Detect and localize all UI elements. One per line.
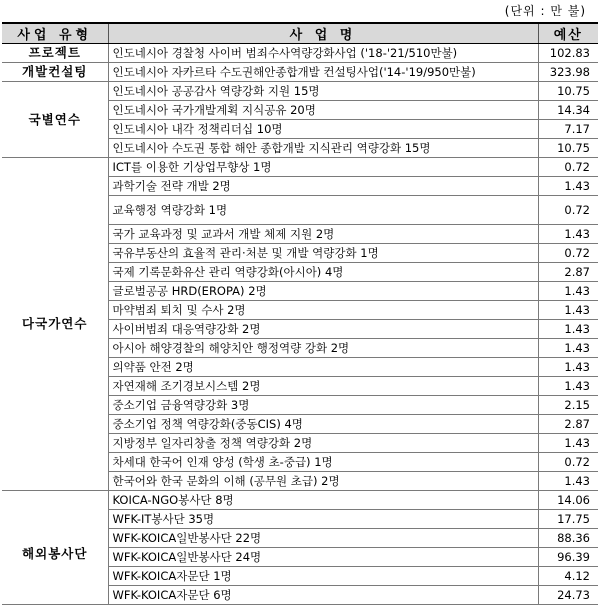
project-name-cell: 인도네시아 내각 정책리더십 10명 (108, 120, 538, 139)
table-row (2, 82, 598, 101)
budget-cell: 2.87 (538, 415, 598, 434)
table-row (2, 158, 598, 177)
budget-cell: 1.43 (538, 320, 598, 339)
budget-cell: 1.43 (538, 225, 598, 244)
project-name-cell: 중소기업 정책 역량강화(중동CIS) 4명 (108, 415, 538, 434)
budget-cell: 1.43 (538, 434, 598, 453)
project-type-cell: 다국가연수 (2, 158, 108, 491)
project-name-cell: 인도네시아 수도권 통합 해안 종합개발 지식관리 역량강화 15명 (108, 139, 538, 158)
budget-cell: 323.98 (538, 63, 598, 82)
project-name-cell: 의약품 안전 2명 (108, 358, 538, 377)
budget-cell: 2.15 (538, 396, 598, 415)
project-name-cell: WFK-KOICA자문단 1명 (108, 567, 538, 586)
budget-cell: 88.36 (538, 529, 598, 548)
table-row (2, 44, 598, 63)
budget-cell: 1.43 (538, 301, 598, 320)
budget-cell: 1.43 (538, 177, 598, 196)
project-name-cell: 국제 기록문화유산 관리 역량강화(아시아) 4명 (108, 263, 538, 282)
project-name-cell: 마약범죄 퇴치 및 수사 2명 (108, 301, 538, 320)
table-row (2, 63, 598, 82)
budget-table (2, 22, 598, 605)
project-name-cell: 지방정부 일자리창출 정책 역량강화 2명 (108, 434, 538, 453)
budget-cell: 24.73 (538, 586, 598, 605)
project-name-cell: 글로벌공공 HRD(EROPA) 2명 (108, 282, 538, 301)
project-name-cell: 교육행정 역량강화 1명 (108, 196, 538, 225)
budget-cell: 2.87 (538, 263, 598, 282)
project-name-cell: WFK-KOICA자문단 6명 (108, 586, 538, 605)
project-type-cell: 개발컨설팅 (2, 63, 108, 82)
budget-cell: 1.43 (538, 472, 598, 491)
project-name-cell: ICT를 이용한 기상업무향상 1명 (108, 158, 538, 177)
project-name-cell: 차세대 한국어 인재 양성 (학생 초-중급) 1명 (108, 453, 538, 472)
project-name-cell: 인도네시아 국가개발계획 지식공유 20명 (108, 101, 538, 120)
budget-cell: 0.72 (538, 453, 598, 472)
table-body (2, 44, 598, 605)
budget-cell: 0.72 (538, 244, 598, 263)
budget-cell: 14.06 (538, 491, 598, 510)
project-name-cell: 중소기업 금융역량강화 3명 (108, 396, 538, 415)
project-name-cell: 아시아 해양경찰의 해양치안 행정역량 강화 2명 (108, 339, 538, 358)
budget-cell: 96.39 (538, 548, 598, 567)
budget-cell: 4.12 (538, 567, 598, 586)
project-type-cell: 국별연수 (2, 82, 108, 158)
table-row (2, 491, 598, 510)
project-name-cell: WFK-KOICA일반봉사단 22명 (108, 529, 538, 548)
project-name-cell: WFK-KOICA일반봉사단 24명 (108, 548, 538, 567)
budget-cell: 102.83 (538, 44, 598, 63)
budget-cell: 7.17 (538, 120, 598, 139)
budget-cell: 14.34 (538, 101, 598, 120)
budget-cell: 1.43 (538, 377, 598, 396)
project-name-cell: WFK-IT봉사단 35명 (108, 510, 538, 529)
project-name-cell: KOICA-NGO봉사단 8명 (108, 491, 538, 510)
project-name-cell: 국유부동산의 효율적 관리·처분 및 개발 역량강화 1명 (108, 244, 538, 263)
project-name-cell: 국가 교육과정 및 교과서 개발 체제 지원 2명 (108, 225, 538, 244)
header-name: 사 업 명 (108, 23, 538, 44)
unit-note: (단위 : 만 불) (504, 4, 586, 18)
budget-cell: 0.72 (538, 196, 598, 225)
budget-cell: 0.72 (538, 158, 598, 177)
project-name-cell: 인도네시아 공공감사 역량강화 지원 15명 (108, 82, 538, 101)
budget-cell: 1.43 (538, 358, 598, 377)
project-type-cell: 프로젝트 (2, 44, 108, 63)
budget-cell: 10.75 (538, 82, 598, 101)
budget-cell: 1.43 (538, 282, 598, 301)
project-name-cell: 사이버범죄 대응역량강화 2명 (108, 320, 538, 339)
project-name-cell: 인도네시아 경찰청 사이버 범죄수사역량강화사업 ('18-'21/510만불) (108, 44, 538, 63)
budget-cell: 17.75 (538, 510, 598, 529)
header-type: 사업 유형 (2, 23, 108, 44)
project-type-cell: 해외봉사단 (2, 491, 108, 605)
project-name-cell: 과학기술 전략 개발 2명 (108, 177, 538, 196)
project-name-cell: 인도네시아 자카르타 수도권해안종합개발 컨설팅사업('14-'19/950만불) (108, 63, 538, 82)
budget-cell: 1.43 (538, 339, 598, 358)
project-name-cell: 한국어와 한국 문화의 이해 (공무원 초급) 2명 (108, 472, 538, 491)
budget-cell: 10.75 (538, 139, 598, 158)
header-budget: 예산 (538, 23, 598, 44)
project-name-cell: 자연재해 조기경보시스템 2명 (108, 377, 538, 396)
header-row (2, 23, 598, 44)
